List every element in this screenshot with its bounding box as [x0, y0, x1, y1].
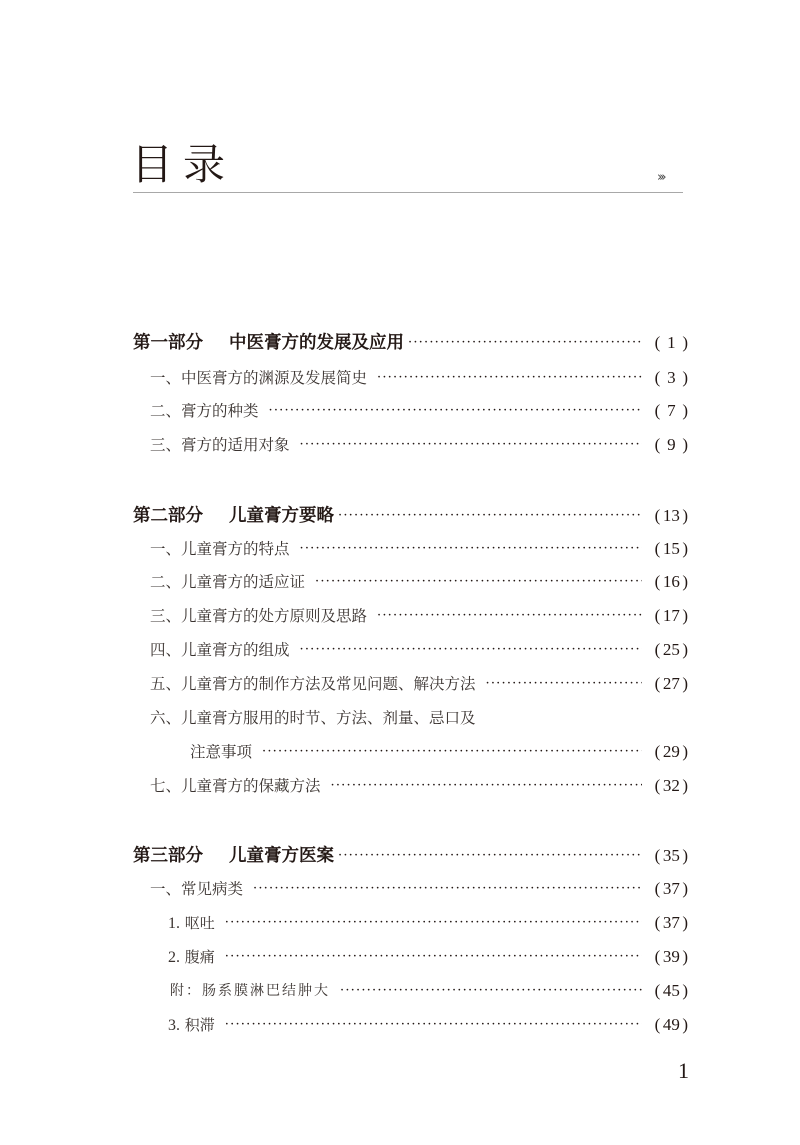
- dot-leader: [340, 978, 642, 1004]
- dot-leader: [408, 330, 642, 356]
- toc-item-label: 六、儿童膏方服用的时节、方法、剂量、忌口及: [150, 709, 476, 727]
- toc-item-label: 一、儿童膏方的特点: [150, 540, 290, 558]
- toc-item[interactable]: [150, 603, 688, 629]
- toc-item[interactable]: [150, 637, 688, 663]
- toc-part-1[interactable]: [133, 330, 688, 356]
- title-divider: [133, 192, 683, 193]
- toc-item-label: 二、膏方的种类: [150, 402, 259, 420]
- page-ref: ( 37 ): [654, 879, 688, 898]
- dot-leader: [377, 603, 642, 629]
- dot-leader: [225, 1012, 642, 1038]
- page-ref: ( 1 ): [654, 333, 688, 352]
- dot-leader: [225, 944, 642, 970]
- toc-item-label: 注意事项: [190, 743, 253, 761]
- toc-part-2[interactable]: [133, 503, 688, 529]
- toc-item[interactable]: [150, 536, 688, 562]
- toc-item-continuation[interactable]: [190, 739, 688, 765]
- dot-leader: [225, 910, 642, 936]
- page-ref: ( 17 ): [654, 606, 688, 625]
- page-ref: ( 9 ): [654, 435, 688, 454]
- dot-leader: [338, 503, 642, 529]
- toc-item[interactable]: [150, 876, 688, 902]
- toc-item[interactable]: [150, 569, 688, 595]
- toc-item[interactable]: [150, 705, 688, 731]
- toc-item[interactable]: [150, 773, 688, 799]
- toc-item-label: 四、儿童膏方的组成: [150, 641, 290, 659]
- dot-leader: [338, 843, 642, 869]
- dot-leader: [269, 398, 642, 424]
- page-ref: ( 16 ): [654, 572, 688, 591]
- dot-leader: [315, 569, 642, 595]
- page-ref: ( 49 ): [654, 1015, 688, 1034]
- toc-item-label: 七、儿童膏方的保藏方法: [150, 777, 321, 795]
- page-ref: ( 39 ): [654, 947, 688, 966]
- page-title: 目录: [131, 140, 236, 189]
- toc-subitem-appendix[interactable]: [170, 978, 688, 1004]
- page-ref: ( 35 ): [654, 846, 688, 865]
- page-ref: ( 27 ): [654, 674, 688, 693]
- toc-part-label: 第一部分 中医膏方的发展及应用: [133, 333, 404, 353]
- page-ref: ( 3 ): [654, 368, 688, 387]
- chevron-right-icon: ›››: [657, 170, 664, 185]
- toc-part-label: 第二部分 儿童膏方要略: [133, 506, 334, 526]
- toc-item-label: 1. 呕吐: [168, 913, 215, 932]
- toc-subitem[interactable]: [168, 944, 688, 970]
- page-ref: ( 25 ): [654, 640, 688, 659]
- page-ref: ( 7 ): [654, 401, 688, 420]
- dot-leader: [253, 876, 642, 902]
- dot-leader: [300, 637, 642, 663]
- toc-item-label: 三、儿童膏方的处方原则及思路: [150, 607, 368, 625]
- toc-item-label: 五、儿童膏方的制作方法及常见问题、解决方法: [150, 675, 476, 693]
- toc-item-label: 3. 积滞: [168, 1015, 215, 1034]
- toc-item-label: 二、儿童膏方的适应证: [150, 573, 306, 591]
- dot-leader: [262, 739, 642, 765]
- page-ref: ( 32 ): [654, 776, 688, 795]
- dot-leader: [377, 365, 642, 391]
- dot-leader: [486, 671, 642, 697]
- toc-item-label: 2. 腹痛: [168, 947, 215, 966]
- page-ref: ( 13 ): [654, 506, 688, 525]
- toc-subitem[interactable]: [168, 910, 688, 936]
- page-ref: ( 45 ): [654, 981, 688, 1000]
- toc-item-label: 附：肠系膜淋巴结肿大: [170, 983, 330, 999]
- toc-item[interactable]: [150, 398, 688, 424]
- toc-item[interactable]: [150, 365, 688, 391]
- toc-item-label: 一、中医膏方的渊源及发展简史: [150, 369, 368, 387]
- page-number: 1: [678, 1058, 689, 1083]
- page-ref: ( 29 ): [654, 742, 688, 761]
- toc-item[interactable]: [150, 671, 688, 697]
- toc-subitem[interactable]: [168, 1012, 688, 1038]
- toc-item[interactable]: [150, 432, 688, 458]
- dot-leader: [300, 432, 642, 458]
- dot-leader: [300, 536, 642, 562]
- toc-part-label: 第三部分 儿童膏方医案: [133, 846, 334, 866]
- dot-leader: [331, 773, 642, 799]
- toc-part-3[interactable]: [133, 843, 688, 869]
- toc-item-label: 一、常见病类: [150, 880, 244, 898]
- page-ref: ( 15 ): [654, 539, 688, 558]
- toc-item-label: 三、膏方的适用对象: [150, 436, 290, 454]
- page-ref: ( 37 ): [654, 913, 688, 932]
